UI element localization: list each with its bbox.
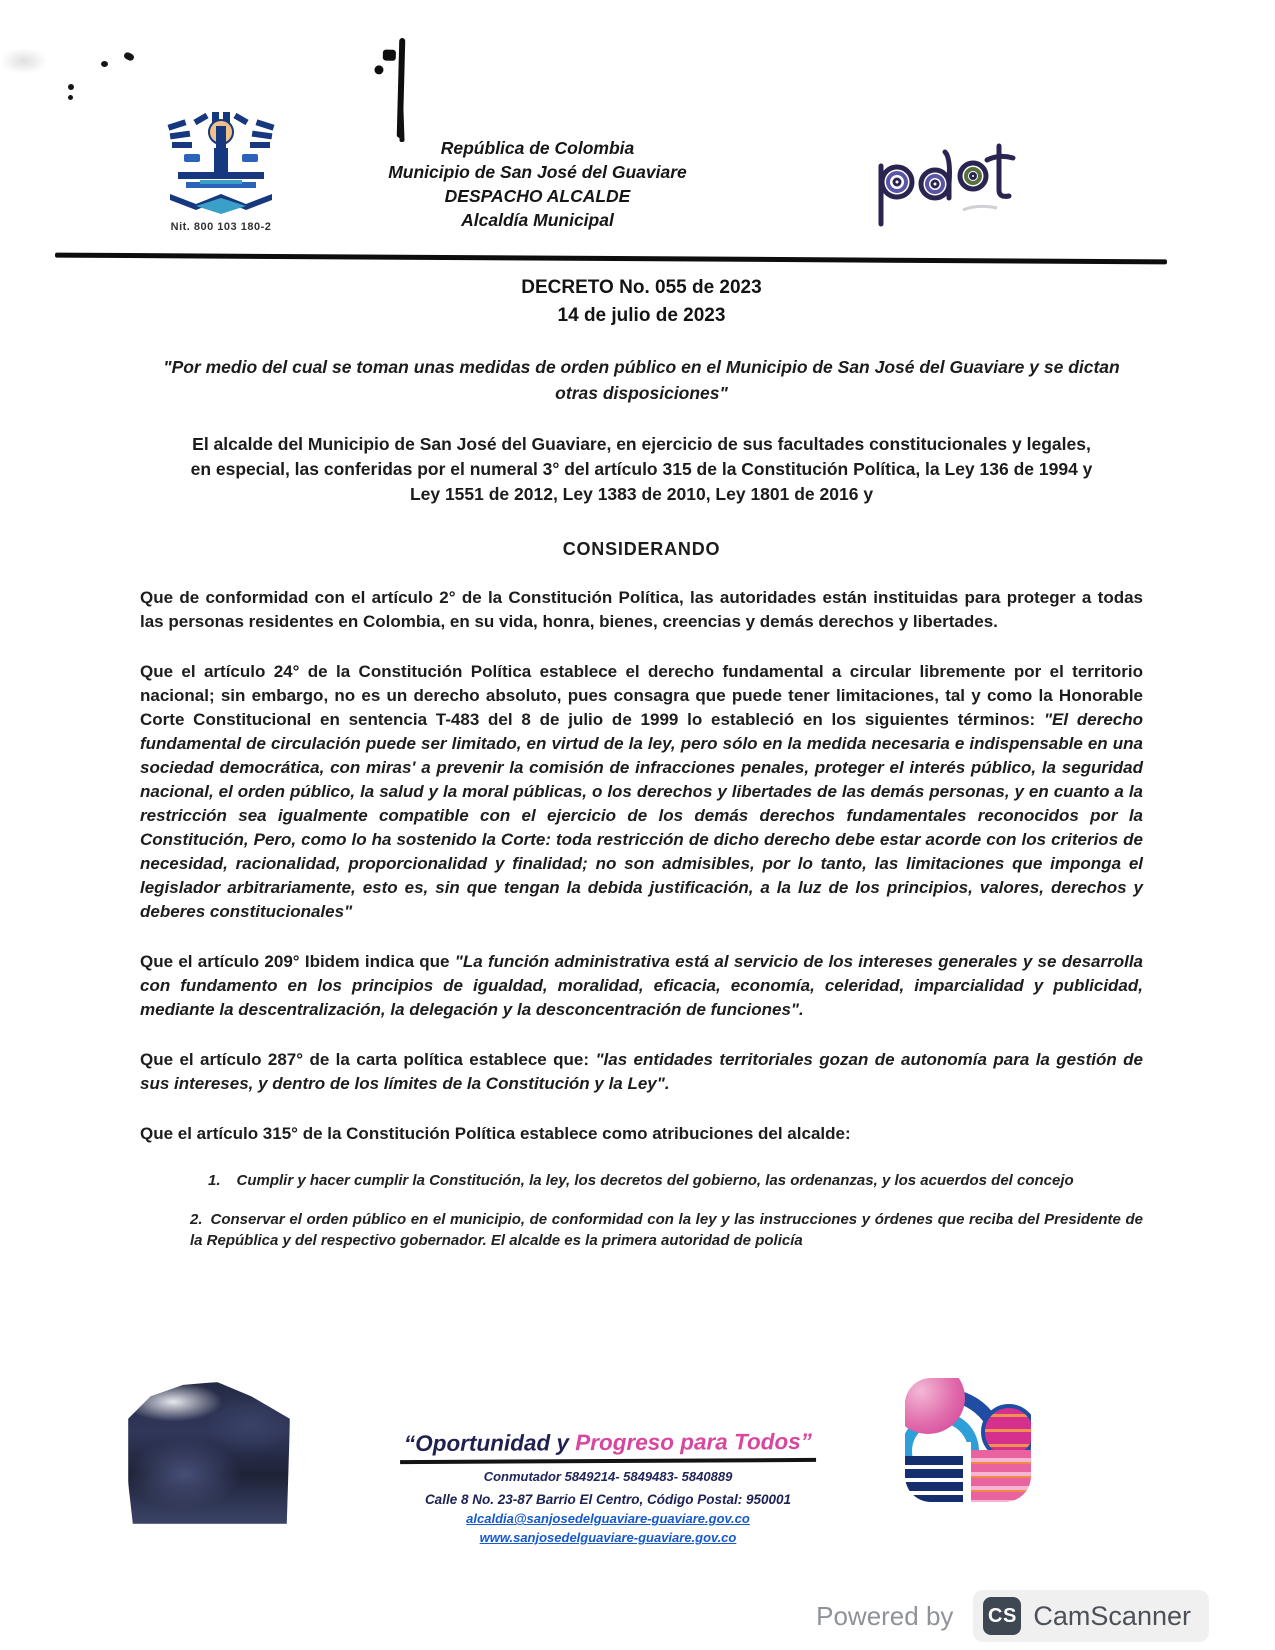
list-item-marker: 1.	[208, 1172, 221, 1189]
camscanner-badge	[973, 1590, 1209, 1642]
decree-date: 14 de julio de 2023	[557, 305, 726, 326]
paragraph-articulo-287	[140, 1048, 1143, 1096]
slogan-dark-part: “Oportunidad y	[403, 1430, 576, 1457]
paragraph-quote: "El derecho fundamental de circulación puede ser limitado, en virtud de la ley, pero sólo en la medida necesaria e indispensable en una sociedad democrática, con miras' a prevenir la comisión de infracciones penales, proteger el interés público, la seguridad nacional, el orden público, la salud y la moral públicas, o los derechos y libertades de las demás personas, y en cuanto a la restricción sea igualmente compatible con el ejercicio de los demás derechos fundamentales reconocidos por la Constitución, Pero, como lo ha sostenido la Corte: toda restricción de dicho derecho debe estar acorde con los criterios de necesidad, racionalidad, proporcionalidad y finalidad; no son admisibles, por lo tanto, las limitaciones que imponga el legislador arbitrariamente, esto es, sin que tengan la debida justificación, a la luz de los principios, valores, derechos y deberes constitucionales"	[140, 710, 1143, 921]
ink-speck	[123, 51, 135, 62]
slogan-accent-part: Progreso para Todos”	[575, 1428, 813, 1456]
attributions-list	[140, 1170, 1143, 1251]
paragraph-text: Que el artículo 287° de la carta política establece que:	[140, 1050, 596, 1069]
header-divider	[55, 253, 1167, 265]
footer-contact-block	[318, 1430, 898, 1547]
footer-website-link[interactable]: www.sanjosedelguaviare-guaviare.gov.co	[479, 1530, 737, 1545]
pdet-logo-icon	[867, 138, 1017, 230]
paragraph-quote: "La función administrativa está al servicio de los intereses generales y se desarrolla con fundamento en los principios de igualdad, moralidad, eficacia, economía, celeridad, imparcialidad y publicidad, mediante la descentralización, la delegación y la desconcentración de funciones".	[140, 952, 1143, 1019]
paragraph-articulo-209	[140, 950, 1143, 1022]
paragraph-text: Que el artículo 209° Ibidem indica que	[140, 952, 455, 971]
ink-speck	[68, 84, 74, 90]
paragraph-articulo-2	[140, 586, 1143, 634]
nit-label: Nit. 800 103 180-2	[170, 221, 272, 233]
footer-photo	[128, 1382, 290, 1524]
org-line-country: República de Colombia	[440, 138, 635, 158]
list-item-2	[190, 1209, 1143, 1251]
decree-number: DECRETO No. 055 de 2023	[521, 277, 762, 298]
powered-by-label: Powered by	[816, 1600, 954, 1631]
paragraph-quote: "las entidades territoriales gozan de autonomía para la gestión de sus intereses, y dentro de los límites de la Constitución y la Ley".	[140, 1050, 1143, 1093]
footer-slogan	[400, 1429, 816, 1464]
decree-title	[140, 274, 1143, 330]
footer-address: Calle 8 No. 23-87 Barrio El Centro, Código Postal: 950001	[424, 1492, 792, 1507]
footer-phone: Conmutador 5849214- 5849483- 5840889	[483, 1469, 733, 1484]
footer-color-logo	[905, 1378, 1031, 1502]
camscanner-bar	[816, 1590, 1209, 1642]
org-line-office: DESPACHO ALCALDE	[444, 186, 631, 206]
paragraph-articulo-315	[140, 1122, 1143, 1146]
list-item-text: Conservar el orden público en el municipio, de conformidad con la ley y las instrucciones y órdenes que reciba del Presidente de la República y del respectivo gobernador. El alcalde es la primera autoridad de policía	[190, 1211, 1143, 1249]
decree-body	[140, 274, 1143, 1251]
decree-subject: "Por medio del cual se toman unas medidas de orden público en el Municipio de San José del Guaviare y se dictan otras disposiciones"	[163, 357, 1120, 403]
paragraph-articulo-24	[140, 660, 1143, 924]
footer-email-link[interactable]: alcaldia@sanjosedelguaviare-guaviare.gov.co	[466, 1511, 750, 1526]
pdet-logo	[867, 138, 1017, 235]
ink-speck	[101, 61, 108, 67]
paragraph-text: Que de conformidad con el artículo 2° de la Constitución Política, las autoridades están instituidas para proteger a todas las personas residentes en Colombia, en su vida, honra, bienes, creencias y demás derechos y libertades.	[140, 588, 1143, 631]
list-item-text: Cumplir y hacer cumplir la Constitución, la ley, los decretos del gobierno, las ordenanzas, y los acuerdos del concejo	[236, 1172, 1074, 1189]
logo-navy-bars	[905, 1456, 963, 1502]
logo-pink-bars	[971, 1450, 1031, 1502]
list-item-marker: 2.	[190, 1211, 203, 1228]
scan-smudge	[0, 48, 48, 74]
paragraph-text: Que el artículo 315° de la Constitución Política establece como atribuciones del alcalde:	[140, 1124, 851, 1143]
camscanner-name: CamScanner	[1033, 1600, 1191, 1631]
org-line-municipality: Municipio de San José del Guaviare	[388, 162, 687, 182]
decree-preamble: El alcalde del Municipio de San José del Guaviare, en ejercicio de sus facultades constitucionales y legales, en especial, las conferidas por el numeral 3° del artículo 315 de la Constitución Política, la Ley 136 de 1994 y Ley 1551 de 2012, Ley 1383 de 2010, Ley 1801 de 2016 y	[190, 434, 1093, 504]
logo-divider	[963, 1442, 971, 1502]
camscanner-cs-icon: CS	[983, 1597, 1021, 1635]
org-line-alcaldia: Alcaldía Municipal	[461, 210, 614, 230]
paragraph-text: Que el artículo 24° de la Constitución Política establece el derecho fundamental a circular libremente por el territorio nacional; sin embargo, no es un derecho absoluto, pues consagra que puede tener limitaciones, tal y como la Honorable Corte Constitucional en sentencia T-483 del 8 de julio de 1999 lo estableció en los siguientes términos:	[140, 662, 1143, 729]
ink-speck	[68, 95, 73, 100]
considerando-heading: CONSIDERANDO	[562, 539, 721, 559]
list-item-1	[208, 1170, 1133, 1191]
